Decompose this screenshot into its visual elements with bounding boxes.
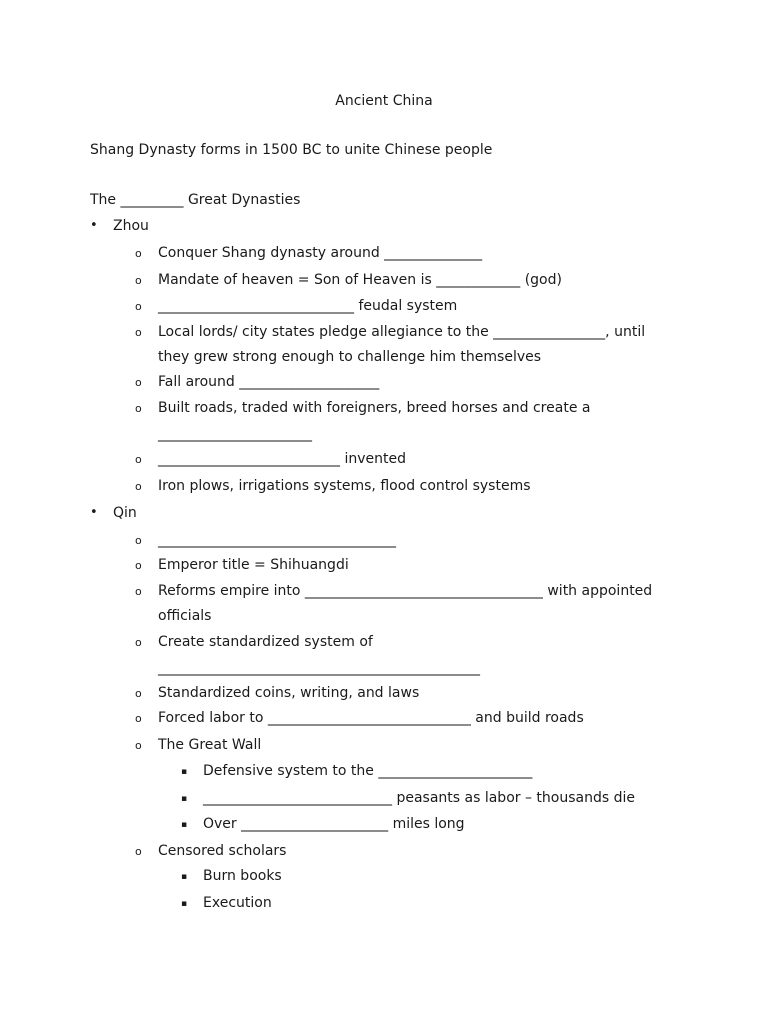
qin-item: Forced labor to _____________________________ and build roads [158,710,584,726]
bullet-circle-icon: o [135,274,142,287]
intro-text: Shang Dynasty forms in 1500 BC to unite Chinese people [90,142,493,158]
great-wall-item: ___________________________ peasants as labor – thousands die [203,790,635,806]
censored-item: Burn books [203,868,282,884]
censored-item: Execution [203,895,272,911]
bullet-circle-icon: o [135,739,142,752]
zhou-item: ____________________________ feudal system [158,298,458,314]
bullet-circle-icon: o [135,376,142,389]
bullet-circle-icon: o [135,636,142,649]
qin-item: Create standardized system of [158,634,373,650]
zhou-item-continued: ______________________ [158,426,312,442]
qin-item: Reforms empire into __________________________________ with appointed [158,583,653,599]
dynasty-label-zhou: Zhou [113,218,149,234]
bullet-square-icon: ▪ [181,872,188,882]
bullet-circle-icon: o [135,559,142,572]
bullet-square-icon: ▪ [181,820,188,830]
bullet-circle-icon: o [135,480,142,493]
bullet-circle-icon: o [135,712,142,725]
dynasty-label-qin: Qin [113,505,137,521]
bullet-circle-icon: o [135,247,142,260]
qin-item: Standardized coins, writing, and laws [158,685,420,701]
qin-item-continued: ______________________________________________ [158,660,480,676]
bullet-circle-icon: o [135,453,142,466]
great-wall-item: Over _____________________ miles long [203,816,465,832]
zhou-item: Local lords/ city states pledge allegiance to the ________________, until [158,324,646,340]
qin-item: The Great Wall [158,737,262,753]
qin-item: Emperor title = Shihuangdi [158,557,349,573]
bullet-circle-icon: o [135,402,142,415]
bullet-circle-icon: o [135,534,142,547]
bullet-circle-icon: o [135,300,142,313]
zhou-item: Iron plows, irrigations systems, flood control systems [158,478,531,494]
qin-item: Censored scholars [158,843,287,859]
document-title: Ancient China [335,93,433,109]
bullet-circle-icon: o [135,326,142,339]
bullet-circle-icon: o [135,585,142,598]
bullet-circle-icon: o [135,845,142,858]
zhou-item-continued: they grew strong enough to challenge him themselves [158,349,542,365]
zhou-item: __________________________ invented [158,451,406,467]
section-heading: The _________ Great Dynasties [90,192,301,208]
bullet-circle-icon: o [135,687,142,700]
bullet-dot-icon: • [90,505,98,520]
bullet-square-icon: ▪ [181,767,188,777]
bullet-square-icon: ▪ [181,794,188,804]
zhou-item: Conquer Shang dynasty around ______________ [158,245,483,261]
bullet-square-icon: ▪ [181,899,188,909]
qin-item-continued: officials [158,608,212,624]
bullet-dot-icon: • [90,218,98,233]
zhou-item: Built roads, traded with foreigners, breed horses and create a [158,400,591,416]
qin-item: __________________________________ [158,532,396,548]
zhou-item: Mandate of heaven = Son of Heaven is ____________ (god) [158,272,562,288]
great-wall-item: Defensive system to the ______________________ [203,763,533,779]
zhou-item: Fall around ____________________ [158,374,380,390]
